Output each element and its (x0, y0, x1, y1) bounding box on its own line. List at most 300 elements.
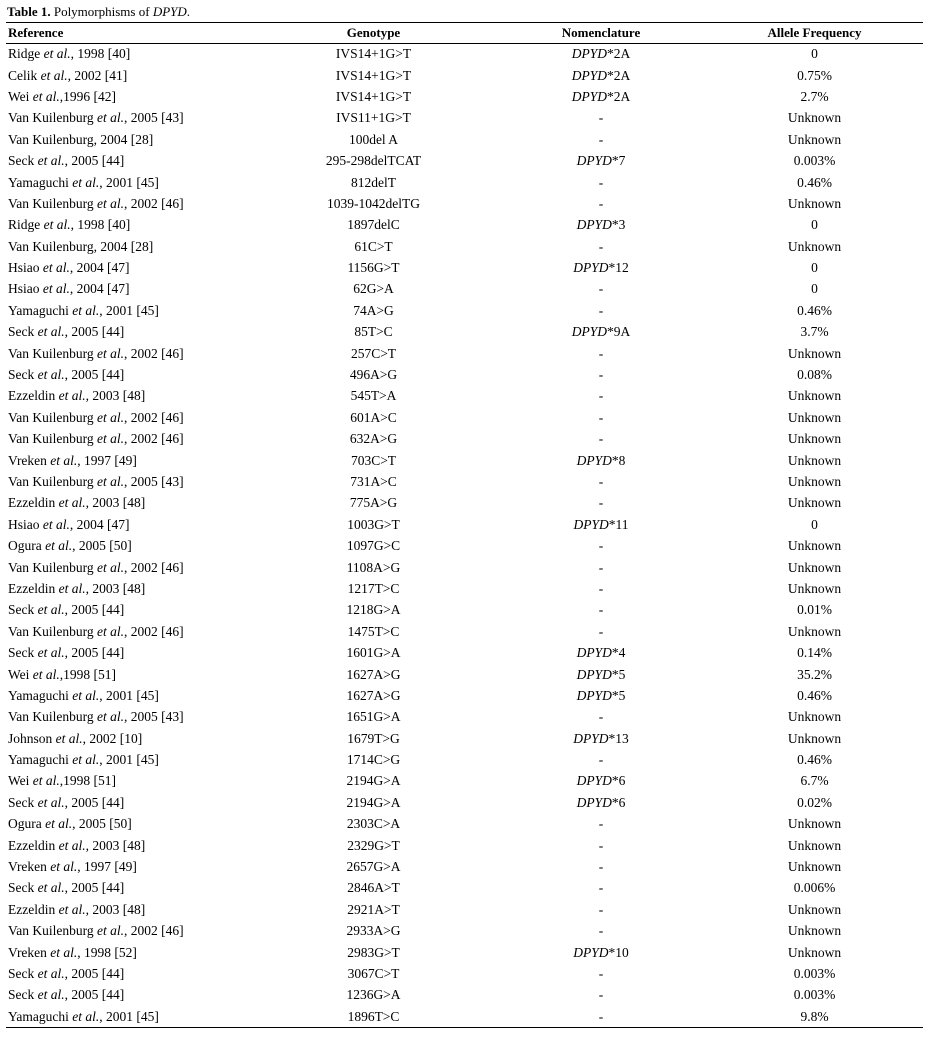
ref-cite: , 2002 [46] (124, 409, 184, 425)
ref-cite: , 2003 [48] (85, 495, 146, 511)
ref-etal: et al. (97, 345, 124, 361)
nomenclature-value: - (598, 901, 604, 917)
table-row (6, 343, 923, 364)
ref-author: Van Kuilenburg (8, 195, 94, 211)
cell-reference (6, 257, 251, 278)
nomenclature-gene: DPYD (573, 516, 609, 532)
ref-author: Van Kuilenburg (8, 345, 94, 361)
cell-allele-frequency: 9.8% (800, 1008, 829, 1024)
cell-allele-frequency: 0.08% (797, 367, 832, 383)
table-row (6, 300, 923, 321)
cell-reference (6, 535, 251, 556)
ref-etal: et al. (42, 260, 70, 276)
cell-genotype: 1003G>T (347, 516, 400, 532)
cell-reference (6, 749, 251, 770)
cell-nomenclature (496, 150, 706, 171)
ref-cite: , 2002 [46] (124, 559, 184, 575)
cell-nomenclature (496, 65, 706, 86)
cell-reference (6, 578, 251, 599)
table-row (6, 193, 923, 214)
cell-genotype: 1627A>G (346, 687, 401, 703)
ref-etal: et al. (97, 195, 124, 211)
cell-allele-frequency: Unknown (787, 431, 842, 447)
nomenclature-value: - (598, 837, 604, 853)
cell-genotype: 61C>T (354, 238, 393, 254)
ref-etal: et al. (97, 623, 124, 639)
nomenclature-value: - (598, 709, 604, 725)
cell-reference (6, 236, 251, 257)
cell-allele-frequency: Unknown (787, 388, 842, 404)
cell-nomenclature (496, 899, 706, 920)
table-row (6, 150, 923, 171)
cell-nomenclature (496, 792, 706, 813)
cell-reference (6, 985, 251, 1006)
ref-cite: , 2004 [47] (69, 516, 130, 532)
cell-reference (6, 1006, 251, 1027)
table-row (6, 236, 923, 257)
ref-etal: et al. (72, 174, 100, 190)
cell-allele-frequency: Unknown (787, 944, 842, 960)
cell-nomenclature (496, 493, 706, 514)
ref-etal: et al. (37, 965, 65, 981)
ref-author: Vreken (8, 859, 47, 875)
ref-cite: , 2001 [45] (99, 302, 159, 318)
cell-nomenclature (496, 129, 706, 150)
nomenclature-value: *2A (607, 67, 631, 83)
cell-allele-frequency: Unknown (787, 709, 842, 725)
ref-author: Ezzeldin (8, 388, 56, 404)
cell-genotype: 2303C>A (346, 816, 401, 832)
cell-genotype: 1097G>C (346, 538, 401, 554)
table-row (6, 65, 923, 86)
nomenclature-value: - (598, 195, 604, 211)
ref-cite: , 2003 [48] (85, 901, 146, 917)
cell-reference (6, 878, 251, 899)
ref-cite: , 2005 [43] (124, 709, 184, 725)
cell-genotype: 2846A>T (347, 880, 400, 896)
ref-etal: et al. (72, 687, 100, 703)
cell-allele-frequency: Unknown (787, 580, 842, 596)
ref-etal: et al. (58, 388, 86, 404)
cell-reference (6, 835, 251, 856)
table-row (6, 642, 923, 663)
nomenclature-gene: DPYD (573, 944, 609, 960)
cell-allele-frequency: Unknown (787, 559, 842, 575)
cell-allele-frequency: Unknown (787, 345, 842, 361)
cell-nomenclature (496, 814, 706, 835)
ref-etal: et al. (58, 901, 86, 917)
cell-allele-frequency: 6.7% (800, 773, 829, 789)
table-row (6, 899, 923, 920)
cell-genotype: 2329G>T (347, 837, 400, 853)
nomenclature-gene: DPYD (573, 730, 609, 746)
ref-author: Seck (8, 602, 35, 618)
ref-author: Vreken (8, 452, 47, 468)
cell-reference (6, 792, 251, 813)
cell-reference (6, 600, 251, 621)
nomenclature-value: - (598, 131, 604, 147)
cell-allele-frequency: Unknown (787, 409, 842, 425)
nomenclature-value: - (598, 880, 604, 896)
cell-allele-frequency: 0 (811, 516, 818, 532)
cell-nomenclature (496, 535, 706, 556)
ref-author: Johnson (8, 730, 53, 746)
cell-genotype: 1651G>A (346, 709, 401, 725)
cell-genotype: 3067C>T (347, 965, 400, 981)
nomenclature-value: *7 (611, 153, 626, 169)
nomenclature-value: - (598, 752, 604, 768)
cell-allele-frequency: Unknown (787, 837, 842, 853)
cell-genotype: 1601G>A (346, 645, 401, 661)
cell-allele-frequency: 0 (811, 260, 818, 276)
cell-allele-frequency: Unknown (787, 859, 842, 875)
cell-nomenclature (496, 728, 706, 749)
cell-genotype: 1714C>G (346, 752, 401, 768)
table-row (6, 578, 923, 599)
ref-etal: et al. (50, 944, 78, 960)
cell-genotype: 496A>G (349, 367, 398, 383)
ref-etal: et al. (32, 88, 60, 104)
ref-cite: , 2005 [50] (72, 538, 132, 554)
ref-cite: , 1997 [49] (77, 452, 137, 468)
nomenclature-value: - (598, 495, 604, 511)
nomenclature-value: - (598, 388, 604, 404)
table-row (6, 364, 923, 385)
cell-reference (6, 557, 251, 578)
cell-reference (6, 172, 251, 193)
table-row (6, 407, 923, 428)
cell-nomenclature (496, 856, 706, 877)
ref-etal: et al. (58, 495, 86, 511)
header-nomenclature: Nomenclature (561, 25, 641, 40)
cell-reference (6, 856, 251, 877)
nomenclature-value: - (598, 1008, 604, 1024)
cell-reference (6, 685, 251, 706)
ref-etal: et al. (37, 794, 65, 810)
cell-allele-frequency: 0.75% (797, 67, 832, 83)
table-row (6, 921, 923, 942)
cell-reference (6, 364, 251, 385)
ref-author: Seck (8, 880, 35, 896)
table-row (6, 429, 923, 450)
ref-etal: et al. (58, 580, 86, 596)
cell-reference (6, 471, 251, 492)
nomenclature-value: *9A (607, 324, 631, 340)
cell-genotype: 545T>A (350, 388, 397, 404)
cell-nomenclature (496, 471, 706, 492)
cell-nomenclature (496, 749, 706, 770)
ref-cite: , 2003 [48] (85, 837, 146, 853)
cell-reference (6, 493, 251, 514)
table-body (6, 44, 923, 1028)
cell-genotype: IVS14+1G>T (335, 46, 412, 62)
ref-cite: , 2004 [47] (69, 281, 130, 297)
cell-reference (6, 300, 251, 321)
table-row (6, 621, 923, 642)
cell-allele-frequency: 0.003% (793, 965, 836, 981)
cell-nomenclature (496, 878, 706, 899)
cell-genotype: 1218G>A (346, 602, 401, 618)
table-row (6, 942, 923, 963)
ref-author: Van Kuilenburg (8, 110, 94, 126)
nomenclature-value: *10 (608, 944, 629, 960)
cell-allele-frequency: Unknown (787, 901, 842, 917)
ref-cite: , 2005 [44] (64, 794, 125, 810)
ref-author: Van Kuilenburg (8, 923, 94, 939)
ref-etal: et al. (45, 816, 73, 832)
cell-genotype: 1156G>T (347, 260, 400, 276)
ref-cite: , 2005 [44] (64, 880, 125, 896)
ref-etal: et al. (97, 431, 124, 447)
ref-cite: , 2003 [48] (85, 388, 146, 404)
nomenclature-value: *6 (611, 773, 626, 789)
table-row (6, 215, 923, 236)
cell-allele-frequency: 35.2% (797, 666, 832, 682)
ref-cite: ,1996 [42] (59, 88, 117, 104)
table-row (6, 257, 923, 278)
cell-genotype: 1108A>G (346, 559, 401, 575)
table-row (6, 172, 923, 193)
ref-etal: et al. (72, 752, 100, 768)
cell-genotype: 1039-1042delTG (327, 195, 420, 211)
nomenclature-value: - (598, 923, 604, 939)
cell-allele-frequency: 2.7% (800, 88, 829, 104)
ref-cite: , 2005 [44] (64, 324, 125, 340)
cell-nomenclature (496, 642, 706, 663)
cell-genotype: 2921A>T (347, 901, 400, 917)
table-row (6, 792, 923, 813)
ref-cite: , 2001 [45] (99, 1008, 159, 1024)
nomenclature-value: - (598, 580, 604, 596)
ref-cite: , 2002 [41] (67, 67, 128, 83)
cell-allele-frequency: Unknown (787, 623, 842, 639)
cell-nomenclature (496, 429, 706, 450)
cell-genotype: 1679T>G (347, 730, 400, 746)
table-row (6, 557, 923, 578)
cell-nomenclature (496, 257, 706, 278)
cell-genotype: 62G>A (353, 281, 394, 297)
ref-etal: et al. (42, 281, 70, 297)
cell-allele-frequency: 0.003% (793, 153, 836, 169)
cell-reference (6, 322, 251, 343)
cell-nomenclature (496, 685, 706, 706)
ref-author: Seck (8, 153, 35, 169)
cell-allele-frequency: Unknown (787, 452, 842, 468)
ref-cite: , 2005 [43] (124, 110, 184, 126)
cell-reference (6, 921, 251, 942)
nomenclature-gene: DPYD (573, 260, 609, 276)
nomenclature-value: - (598, 987, 604, 1003)
cell-genotype: 1897delC (347, 217, 400, 233)
table-row (6, 707, 923, 728)
ref-author: Yamaguchi (8, 302, 69, 318)
ref-author: Ezzeldin (8, 495, 56, 511)
ref-cite: , 1998 [40] (70, 46, 131, 62)
ref-cite: , 2001 [45] (99, 752, 159, 768)
cell-genotype: 1475T>C (347, 623, 400, 639)
ref-etal: et al. (50, 859, 78, 875)
cell-reference (6, 771, 251, 792)
ref-etal: et al. (97, 474, 124, 489)
cell-allele-frequency: 0.46% (797, 687, 832, 703)
cell-reference (6, 86, 251, 107)
ref-etal: et al. (32, 666, 60, 682)
nomenclature-value: - (598, 345, 604, 361)
table-row (6, 985, 923, 1006)
ref-etal: et al. (43, 46, 71, 62)
ref-cite: , 2001 [45] (99, 687, 159, 703)
cell-genotype: 632A>G (349, 431, 398, 447)
ref-author: Yamaguchi (8, 752, 69, 768)
cell-reference (6, 129, 251, 150)
cell-nomenclature (496, 386, 706, 407)
ref-cite: , 2002 [10] (82, 730, 143, 746)
cell-nomenclature (496, 44, 706, 65)
table-row (6, 963, 923, 984)
cell-allele-frequency: 0.46% (797, 302, 832, 318)
table-row (6, 386, 923, 407)
ref-author: Van Kuilenburg (8, 431, 94, 447)
cell-allele-frequency: 0.02% (797, 794, 832, 810)
ref-cite: ,1998 [51] (59, 773, 117, 789)
cell-nomenclature (496, 1006, 706, 1027)
ref-author: Seck (8, 794, 35, 810)
cell-genotype: 601A>C (350, 409, 397, 425)
nomenclature-value: *2A (607, 88, 631, 104)
nomenclature-value: *11 (608, 516, 629, 532)
cell-genotype: 100del A (348, 131, 399, 147)
cell-reference (6, 407, 251, 428)
cell-nomenclature (496, 215, 706, 236)
cell-nomenclature (496, 707, 706, 728)
ref-etal: et al. (32, 773, 60, 789)
cell-allele-frequency: 0.14% (797, 645, 832, 661)
cell-allele-frequency: 0.46% (797, 752, 832, 768)
table-row (6, 664, 923, 685)
ref-author: Ezzeldin (8, 580, 56, 596)
cell-allele-frequency: Unknown (787, 538, 842, 554)
ref-cite: , 2005 [44] (64, 367, 125, 383)
cell-nomenclature (496, 364, 706, 385)
ref-etal: et al. (97, 709, 124, 725)
ref-author: Seck (8, 645, 35, 661)
ref-author: Ridge (8, 46, 41, 62)
caption-end: . (186, 4, 191, 19)
table-row (6, 86, 923, 107)
cell-reference (6, 621, 251, 642)
caption-gene: DPYD (152, 4, 187, 19)
nomenclature-gene: DPYD (576, 217, 612, 233)
ref-etal: et al. (97, 409, 124, 425)
cell-nomenclature (496, 963, 706, 984)
ref-author: Ridge (8, 217, 41, 233)
cell-reference (6, 664, 251, 685)
cell-allele-frequency: Unknown (787, 131, 842, 147)
ref-cite: , 2002 [46] (124, 431, 184, 447)
nomenclature-value: - (598, 302, 604, 318)
cell-reference (6, 108, 251, 129)
cell-nomenclature (496, 600, 706, 621)
cell-reference (6, 65, 251, 86)
ref-cite: , 2005 [44] (64, 645, 125, 661)
ref-author: Vreken (8, 944, 47, 960)
ref-author: Van Kuilenburg (8, 709, 94, 725)
cell-nomenclature (496, 300, 706, 321)
table-row (6, 878, 923, 899)
ref-cite: ,1998 [51] (59, 666, 117, 682)
table-row (6, 600, 923, 621)
nomenclature-value: - (598, 238, 604, 254)
cell-genotype: 1236G>A (346, 987, 401, 1003)
ref-author: Van Kuilenburg (8, 474, 94, 489)
ref-etal: et al. (42, 516, 70, 532)
ref-author: Yamaguchi (8, 1008, 69, 1024)
ref-etal: et al. (58, 837, 86, 853)
ref-cite: , 2005 [43] (124, 474, 184, 489)
cell-nomenclature (496, 578, 706, 599)
table-row (6, 856, 923, 877)
table-row (6, 129, 923, 150)
cell-reference (6, 343, 251, 364)
cell-nomenclature (496, 108, 706, 129)
table-row (6, 493, 923, 514)
ref-author: Celik (8, 67, 38, 83)
ref-etal: et al. (50, 452, 78, 468)
ref-author: Wei (8, 88, 30, 104)
ref-cite: , 2005 [44] (64, 987, 125, 1003)
cell-allele-frequency: Unknown (787, 730, 842, 746)
cell-allele-frequency: 0.006% (793, 880, 836, 896)
ref-cite: , 1997 [49] (77, 859, 137, 875)
nomenclature-gene: DPYD (576, 452, 612, 468)
table-row (6, 450, 923, 471)
ref-etal: et al. (97, 110, 124, 126)
ref-author: Van Kuilenburg, 2004 [28] (8, 131, 154, 147)
cell-genotype: 703C>T (350, 452, 397, 468)
cell-allele-frequency: 0.01% (797, 602, 832, 618)
cell-nomenclature (496, 322, 706, 343)
nomenclature-value: *12 (608, 260, 629, 276)
ref-cite: , 1998 [40] (70, 217, 131, 233)
cell-nomenclature (496, 985, 706, 1006)
caption-text: Polymorphisms of (50, 4, 153, 19)
cell-genotype: 74A>G (353, 302, 394, 318)
ref-etal: et al. (37, 880, 65, 896)
cell-nomenclature (496, 664, 706, 685)
ref-etal: et al. (37, 987, 65, 1003)
cell-reference (6, 279, 251, 300)
table-row (6, 44, 923, 65)
nomenclature-value: - (598, 965, 604, 981)
ref-etal: et al. (45, 538, 73, 554)
ref-author: Wei (8, 773, 30, 789)
table-caption (7, 4, 190, 20)
cell-reference (6, 215, 251, 236)
nomenclature-gene: DPYD (576, 645, 612, 661)
nomenclature-value: *5 (611, 687, 626, 703)
cell-nomenclature (496, 407, 706, 428)
cell-allele-frequency: 0.003% (793, 987, 836, 1003)
nomenclature-value: - (598, 538, 604, 554)
cell-reference (6, 642, 251, 663)
cell-reference (6, 386, 251, 407)
cell-nomenclature (496, 921, 706, 942)
table-row (6, 685, 923, 706)
cell-allele-frequency: 0.46% (797, 174, 832, 190)
cell-allele-frequency: 0 (811, 46, 818, 62)
ref-etal: et al. (55, 730, 83, 746)
ref-etal: et al. (97, 923, 124, 939)
